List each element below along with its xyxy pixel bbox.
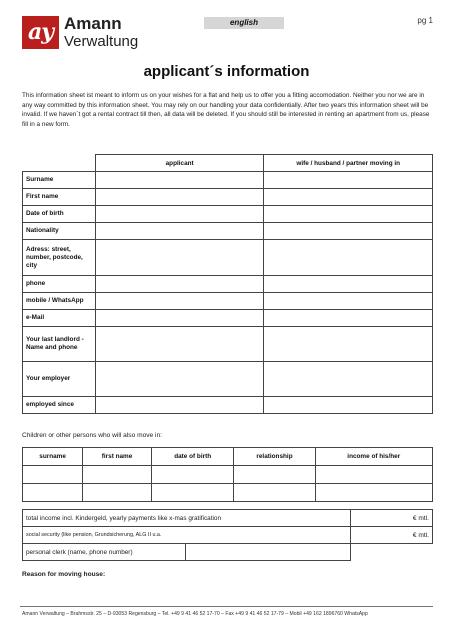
table-row xyxy=(23,510,433,527)
child-date-of-birth-field[interactable] xyxy=(151,466,234,484)
partner-employed-since-field[interactable] xyxy=(264,397,433,414)
footer-divider xyxy=(20,606,433,607)
applicant-date-of-birth-field[interactable] xyxy=(95,206,264,223)
social-security-label: social security (like pension, Grundsicherung, ALG II u.a. xyxy=(26,532,162,538)
applicant-email-field[interactable] xyxy=(95,310,264,327)
corner-cell xyxy=(23,155,96,172)
personal-clerk-field[interactable] xyxy=(186,544,351,561)
table-row xyxy=(23,544,433,561)
applicant-mobile-field[interactable] xyxy=(95,293,264,310)
table-row xyxy=(23,466,433,484)
row-label-address: Adress: street, number, postcode, city xyxy=(23,240,96,276)
row-label-date-of-birth: Date of birth xyxy=(23,206,96,223)
child-income-field[interactable] xyxy=(315,484,432,502)
company-logo xyxy=(22,16,59,49)
applicant-last-landlord-field[interactable] xyxy=(95,327,264,362)
table-row xyxy=(23,240,433,276)
personal-clerk-label: personal clerk (name, phone number) xyxy=(23,544,186,561)
reason-for-moving-label: Reason for moving house: xyxy=(22,571,106,578)
child-first-name-field[interactable] xyxy=(83,484,152,502)
column-header-income: income of his/her xyxy=(315,448,432,466)
row-label-nationality: Nationality xyxy=(23,223,96,240)
applicant-nationality-field[interactable] xyxy=(95,223,264,240)
column-header-first-name: first name xyxy=(83,448,152,466)
child-first-name-field[interactable] xyxy=(83,466,152,484)
finance-table xyxy=(22,509,433,561)
column-header-relationship: relationship xyxy=(234,448,315,466)
child-relationship-field[interactable] xyxy=(234,466,315,484)
partner-last-landlord-field[interactable] xyxy=(264,327,433,362)
table-row xyxy=(23,397,433,414)
applicant-address-field[interactable] xyxy=(95,240,264,276)
currency-unit: € mtl. xyxy=(412,514,429,522)
row-label-last-landlord: Your last landlord - Name and phone xyxy=(23,327,96,362)
table-row xyxy=(23,310,433,327)
partner-first-name-field[interactable] xyxy=(264,189,433,206)
column-header-applicant: applicant xyxy=(95,155,264,172)
child-income-field[interactable] xyxy=(315,466,432,484)
total-income-field[interactable] xyxy=(23,510,351,527)
column-header-date-of-birth: date of birth xyxy=(151,448,234,466)
child-relationship-field[interactable] xyxy=(234,484,315,502)
applicant-surname-field[interactable] xyxy=(95,172,264,189)
table-row xyxy=(23,362,433,397)
row-label-phone: phone xyxy=(23,276,96,293)
table-row xyxy=(23,293,433,310)
partner-surname-field[interactable] xyxy=(264,172,433,189)
partner-email-field[interactable] xyxy=(264,310,433,327)
table-row xyxy=(23,276,433,293)
table-row xyxy=(23,189,433,206)
child-surname-field[interactable] xyxy=(23,484,83,502)
table-row xyxy=(23,527,433,544)
row-label-surname: Surname xyxy=(23,172,96,189)
table-row xyxy=(23,327,433,362)
applicant-employed-since-field[interactable] xyxy=(95,397,264,414)
page-title: applicant´s information xyxy=(143,63,310,80)
social-security-field[interactable] xyxy=(23,527,351,544)
column-header-partner: wife / husband / partner moving in xyxy=(264,155,433,172)
row-label-mobile: mobile / WhatsApp xyxy=(23,293,96,310)
currency-unit: € mtl. xyxy=(412,531,429,539)
social-security-amount-field[interactable] xyxy=(351,527,433,544)
child-date-of-birth-field[interactable] xyxy=(151,484,234,502)
row-label-email: e-Mail xyxy=(23,310,96,327)
footer-address: Amann Verwaltung – Brahmsstr. 25 – D-93053 Regensburg – Tel. +49 9 41 46 52 17-70 – Fax +49 9 41 46 52 17-79 – Mobil +49 162 1896760 WhatsApp xyxy=(22,611,368,617)
partner-phone-field[interactable] xyxy=(264,276,433,293)
total-income-label: total income incl. Kindergeld, yearly payments like x-mas gratification xyxy=(26,514,221,522)
row-label-employer: Your employer xyxy=(23,362,96,397)
partner-nationality-field[interactable] xyxy=(264,223,433,240)
partner-date-of-birth-field[interactable] xyxy=(264,206,433,223)
applicant-table xyxy=(22,154,433,414)
partner-address-field[interactable] xyxy=(264,240,433,276)
applicant-employer-field[interactable] xyxy=(95,362,264,397)
table-row xyxy=(23,172,433,189)
page-number: pg 1 xyxy=(417,16,433,25)
intro-paragraph: This information sheet ist meant to inform us on your wishes for a flat and help us to offer you a fitting accomodation. Neither you nor we are in any way committed by this information sheet. You may rely on our handling your data confidentially. After two years this information sheet will be invalid. If we haven´t got a rental contract till then, all data will be deleted. If you should still be interested in renting an apartment from us, please fill in a new form. xyxy=(22,92,430,128)
partner-employer-field[interactable] xyxy=(264,362,433,397)
language-badge: english xyxy=(204,17,284,29)
child-surname-field[interactable] xyxy=(23,466,83,484)
brand-subtitle: Verwaltung xyxy=(64,33,139,50)
partner-mobile-field[interactable] xyxy=(264,293,433,310)
row-label-employed-since: employed since xyxy=(23,397,96,414)
table-row xyxy=(23,223,433,240)
children-table xyxy=(22,447,433,502)
table-row xyxy=(23,484,433,502)
table-row xyxy=(23,206,433,223)
row-label-first-name: First name xyxy=(23,189,96,206)
column-header-surname: surname xyxy=(23,448,83,466)
brand-name: Amann xyxy=(64,14,122,33)
total-income-amount-field[interactable] xyxy=(351,510,433,527)
empty-cell xyxy=(351,544,433,561)
logo-mark: ay xyxy=(27,19,54,45)
applicant-first-name-field[interactable] xyxy=(95,189,264,206)
children-section-label: Children or other persons who will also move in: xyxy=(22,432,162,439)
applicant-phone-field[interactable] xyxy=(95,276,264,293)
